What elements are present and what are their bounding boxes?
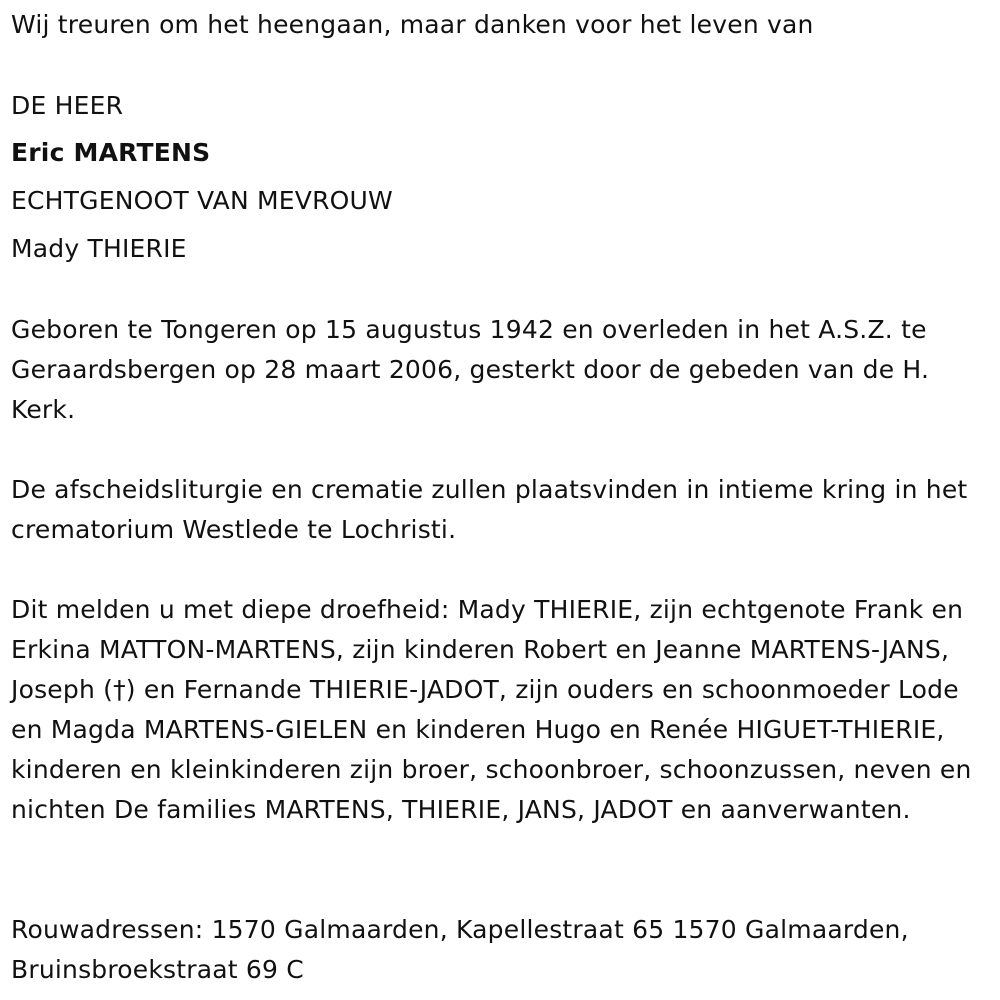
honorific: DE HEER xyxy=(11,91,124,120)
funeral-paragraph: De afscheidsliturgie en crematie zullen plaatsvinden in intieme kring in het crematorium Westlede te Lochristi. xyxy=(11,475,968,544)
intro-text: Wij treuren om het heengaan, maar danken voor het leven van xyxy=(11,10,814,39)
spouse-title: ECHTGENOOT VAN MEVROUW xyxy=(11,186,393,215)
spouse-name: Mady THIERIE xyxy=(11,234,187,263)
birth-death-paragraph: Geboren te Tongeren op 15 augustus 1942 en overleden in het A.S.Z. te Geraardsbergen op 28 maart 2006, gesterkt door de gebeden van de H. Kerk. xyxy=(11,315,930,424)
family-paragraph: Dit melden u met diepe droefheid: Mady THIERIE, zijn echtgenote Frank en Erkina MATTON-MARTENS, zijn kinderen Robert en Jeanne MARTENS-JANS, Joseph (†) en Fernande THIERIE-JADOT, zijn ouders en schoonmoeder Lode en Magda MARTENS-GIELEN en kinderen Hugo en Renée HIGUET-THIERIE, kinderen en kleinkinderen zijn broer, schoonbroer, schoonzussen, neven en nichten De families MARTENS, THIERIE, JANS, JADOT en aanverwanten. xyxy=(11,595,972,824)
deceased-name: Eric MARTENS xyxy=(11,138,211,167)
addresses-paragraph: Rouwadressen: 1570 Galmaarden, Kapellestraat 65 1570 Galmaarden, Bruinsbroekstraat 69 C xyxy=(11,915,909,984)
